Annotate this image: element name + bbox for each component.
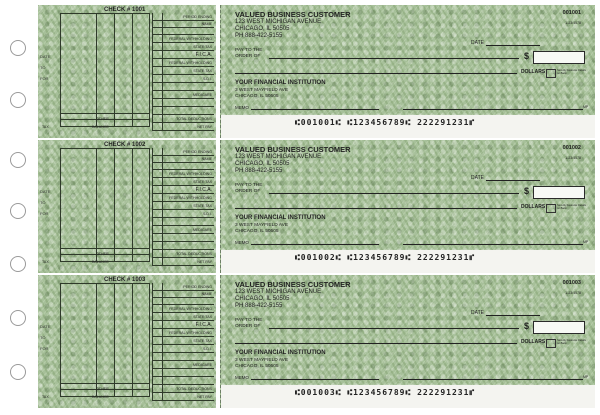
bank-name: YOUR FINANCIAL INSTITUTION (235, 350, 326, 356)
customer-name: VALUED BUSINESS CUSTOMER (235, 280, 351, 289)
check-row (38, 140, 594, 273)
ledger-cell: F.I.C.A. (195, 322, 212, 328)
pay-to-text: PAY TO THE (235, 318, 263, 323)
stub-for-label: FOR (40, 211, 49, 216)
binder-hole (10, 203, 26, 219)
padlock-icon (546, 339, 556, 348)
date-field[interactable] (486, 315, 540, 316)
ledger-cell: NAME (201, 157, 212, 161)
routing-fraction: 1-23/4578 (565, 21, 581, 25)
padlock-icon (546, 69, 556, 78)
signature-field[interactable] (403, 109, 583, 110)
routing-fraction: 1-23/4578 (565, 291, 581, 295)
memo-label: MEMO (235, 375, 249, 380)
ledger-cell: FEDERAL WITHHOLDING (169, 37, 212, 41)
ledger-cell: TOTAL DEDUCTIONS (176, 387, 212, 391)
customer-address-line1: 123 WEST MICHIGAN AVENUE (235, 154, 322, 160)
payee-field[interactable] (269, 58, 519, 59)
memo-label: MEMO (235, 105, 249, 110)
ledger-cell: S.D.I. (203, 77, 212, 81)
binder-hole (10, 364, 26, 380)
security-note: Security Features Details on Back (557, 204, 586, 210)
date-label: DATE (471, 40, 484, 46)
ledger-cell: NAME (201, 22, 212, 26)
micr-line: ⑆001001⑆ ⑆123456789⑆ 222291231⑈ (295, 118, 476, 127)
customer-name: VALUED BUSINESS CUSTOMER (235, 145, 351, 154)
stub-other-label: OTHER (96, 117, 109, 121)
customer-address-line2: CHICAGO, IL 50505 (235, 161, 290, 167)
dollar-sign: $ (524, 186, 530, 196)
memo-label: MEMO (235, 240, 249, 245)
date-field[interactable] (486, 45, 540, 46)
stub-date-label: DATE (40, 54, 51, 59)
security-note: Security Features Details on Back (557, 339, 586, 345)
check-number: 001001 (562, 10, 581, 16)
customer-address-line1: 123 WEST MICHIGAN AVENUE (235, 289, 322, 295)
dollars-label: DOLLARS (521, 204, 546, 210)
signature-field[interactable] (403, 379, 583, 380)
payee-field[interactable] (269, 193, 519, 194)
ledger-cell: NET PAY (197, 395, 212, 399)
date-field[interactable] (486, 180, 540, 181)
amount-field[interactable] (533, 51, 585, 64)
ledger-cell: STATE TAX (193, 180, 212, 184)
ledger-cell: FEDERAL WITHHOLDING (169, 331, 212, 335)
ledger-cell: MEDICARE (193, 363, 212, 367)
dollar-sign: $ (524, 51, 530, 61)
stub-check-number: CHECK # 1001 (104, 7, 146, 13)
date-label: DATE (471, 310, 484, 316)
check-body (220, 5, 595, 138)
customer-phone: PH 888-422-5155 (235, 168, 283, 174)
order-of-text: ORDER OF (235, 324, 261, 329)
ledger-cell: FEDERAL WITHHOLDING (169, 307, 212, 311)
micr-line: ⑆001003⑆ ⑆123456789⑆ 222291231⑈ (295, 388, 476, 397)
pay-to-label (235, 318, 262, 330)
binder-hole (10, 310, 26, 326)
stub-check-number: CHECK # 1002 (104, 142, 146, 148)
check-stub (38, 140, 216, 273)
bank-address-line1: 3 WEST MAYFIELD AVE (235, 223, 289, 228)
stub-register-grid (60, 13, 150, 127)
bank-address-line2: CHICAGO, IL 50505 (235, 94, 279, 99)
ledger-cell: PERIOD ENDING (183, 150, 212, 154)
customer-name: VALUED BUSINESS CUSTOMER (235, 10, 351, 19)
stub-tax-label: TAX (42, 260, 49, 264)
stub-balance-label: BALANCE (92, 125, 109, 129)
ledger-cell: STATE TAX (193, 204, 212, 208)
bank-address-line1: 3 WEST MAYFIELD AVE (235, 358, 289, 363)
check-stub (38, 275, 216, 408)
ledger-cell: S.D.I. (203, 212, 212, 216)
ledger-cell: PERIOD ENDING (183, 15, 212, 19)
stub-other-label: OTHER (96, 252, 109, 256)
pay-to-text: PAY TO THE (235, 48, 263, 53)
routing-fraction: 1-23/4578 (565, 156, 581, 160)
check-number: 001002 (562, 145, 581, 151)
ledger-cell: PERIOD ENDING (183, 285, 212, 289)
payee-field[interactable] (269, 328, 519, 329)
binder-hole (10, 256, 26, 272)
stub-date-label: DATE (40, 189, 51, 194)
date-label: DATE (471, 175, 484, 181)
stub-for-label: FOR (40, 76, 49, 81)
pay-to-label (235, 183, 262, 195)
check-stub (38, 5, 216, 138)
ledger-cell: F.I.C.A. (195, 52, 212, 58)
stub-balance-label: BALANCE (92, 395, 109, 399)
binder-hole (10, 92, 26, 108)
check-body (220, 275, 595, 408)
stub-register-grid (60, 283, 150, 397)
binder-hole (10, 40, 26, 56)
mp-mark: MP (583, 105, 589, 109)
stub-other-label: OTHER (96, 387, 109, 391)
memo-field[interactable] (251, 379, 379, 380)
binder-hole (10, 152, 26, 168)
customer-phone: PH 888-422-5155 (235, 33, 283, 39)
customer-address-line2: CHICAGO, IL 50505 (235, 26, 290, 32)
ledger-cell: S.D.I. (203, 347, 212, 351)
bank-address-line2: CHICAGO, IL 50505 (235, 229, 279, 234)
bank-address-line1: 3 WEST MAYFIELD AVE (235, 88, 289, 93)
payroll-ledger (152, 148, 214, 265)
amount-words-field[interactable] (235, 343, 517, 344)
padlock-icon (546, 204, 556, 213)
dollar-sign: $ (524, 321, 530, 331)
customer-address-line2: CHICAGO, IL 50505 (235, 296, 290, 302)
mp-mark: MP (583, 240, 589, 244)
stub-check-number: CHECK # 1003 (104, 277, 146, 283)
stub-register-grid (60, 148, 150, 262)
stub-date-label: DATE (40, 324, 51, 329)
micr-line: ⑆001002⑆ ⑆123456789⑆ 222291231⑈ (295, 253, 476, 262)
ledger-cell: STATE TAX (193, 339, 212, 343)
stub-to-label: TO (40, 335, 46, 340)
bank-name: YOUR FINANCIAL INSTITUTION (235, 215, 326, 221)
payroll-ledger (152, 13, 214, 130)
order-of-text: ORDER OF (235, 189, 261, 194)
ledger-cell: MEDICARE (193, 93, 212, 97)
bank-name: YOUR FINANCIAL INSTITUTION (235, 80, 326, 86)
ledger-cell: STATE TAX (193, 45, 212, 49)
pay-to-label (235, 48, 262, 60)
ledger-cell: FEDERAL WITHHOLDING (169, 172, 212, 176)
amount-field[interactable] (533, 186, 585, 199)
customer-address-line1: 123 WEST MICHIGAN AVENUE (235, 19, 322, 25)
check-row (38, 5, 594, 138)
ledger-cell: NET PAY (197, 260, 212, 264)
amount-field[interactable] (533, 321, 585, 334)
ledger-cell: TOTAL DEDUCTIONS (176, 252, 212, 256)
stub-balance-label: BALANCE (92, 260, 109, 264)
ledger-cell: NET PAY (197, 125, 212, 129)
pay-to-text: PAY TO THE (235, 183, 263, 188)
ledger-cell: TOTAL DEDUCTIONS (176, 117, 212, 121)
dollars-label: DOLLARS (521, 339, 546, 345)
ledger-cell: F.I.C.A. (195, 187, 212, 193)
payroll-ledger (152, 283, 214, 400)
amount-words-field[interactable] (235, 208, 517, 209)
signature-field[interactable] (403, 244, 583, 245)
check-body (220, 140, 595, 273)
bank-address-line2: CHICAGO, IL 50505 (235, 364, 279, 369)
ledger-cell: FEDERAL WITHHOLDING (169, 61, 212, 65)
mp-mark: MP (583, 375, 589, 379)
ledger-cell: NAME (201, 292, 212, 296)
stub-to-label: TO (40, 200, 46, 205)
amount-words-field[interactable] (235, 73, 517, 74)
ledger-cell: STATE TAX (193, 69, 212, 73)
dollars-label: DOLLARS (521, 69, 546, 75)
check-row (38, 275, 594, 408)
customer-phone: PH 888-422-5155 (235, 303, 283, 309)
stub-tax-label: TAX (42, 125, 49, 129)
stub-to-label: TO (40, 65, 46, 70)
stub-for-label: FOR (40, 346, 49, 351)
memo-field[interactable] (251, 109, 379, 110)
ledger-cell: MEDICARE (193, 228, 212, 232)
memo-field[interactable] (251, 244, 379, 245)
ledger-cell: STATE TAX (193, 315, 212, 319)
security-note: Security Features Details on Back (557, 69, 586, 75)
ledger-cell: FEDERAL WITHHOLDING (169, 196, 212, 200)
check-number: 001003 (562, 280, 581, 286)
order-of-text: ORDER OF (235, 54, 261, 59)
perforated-margin (0, 0, 38, 415)
stub-tax-label: TAX (42, 395, 49, 399)
